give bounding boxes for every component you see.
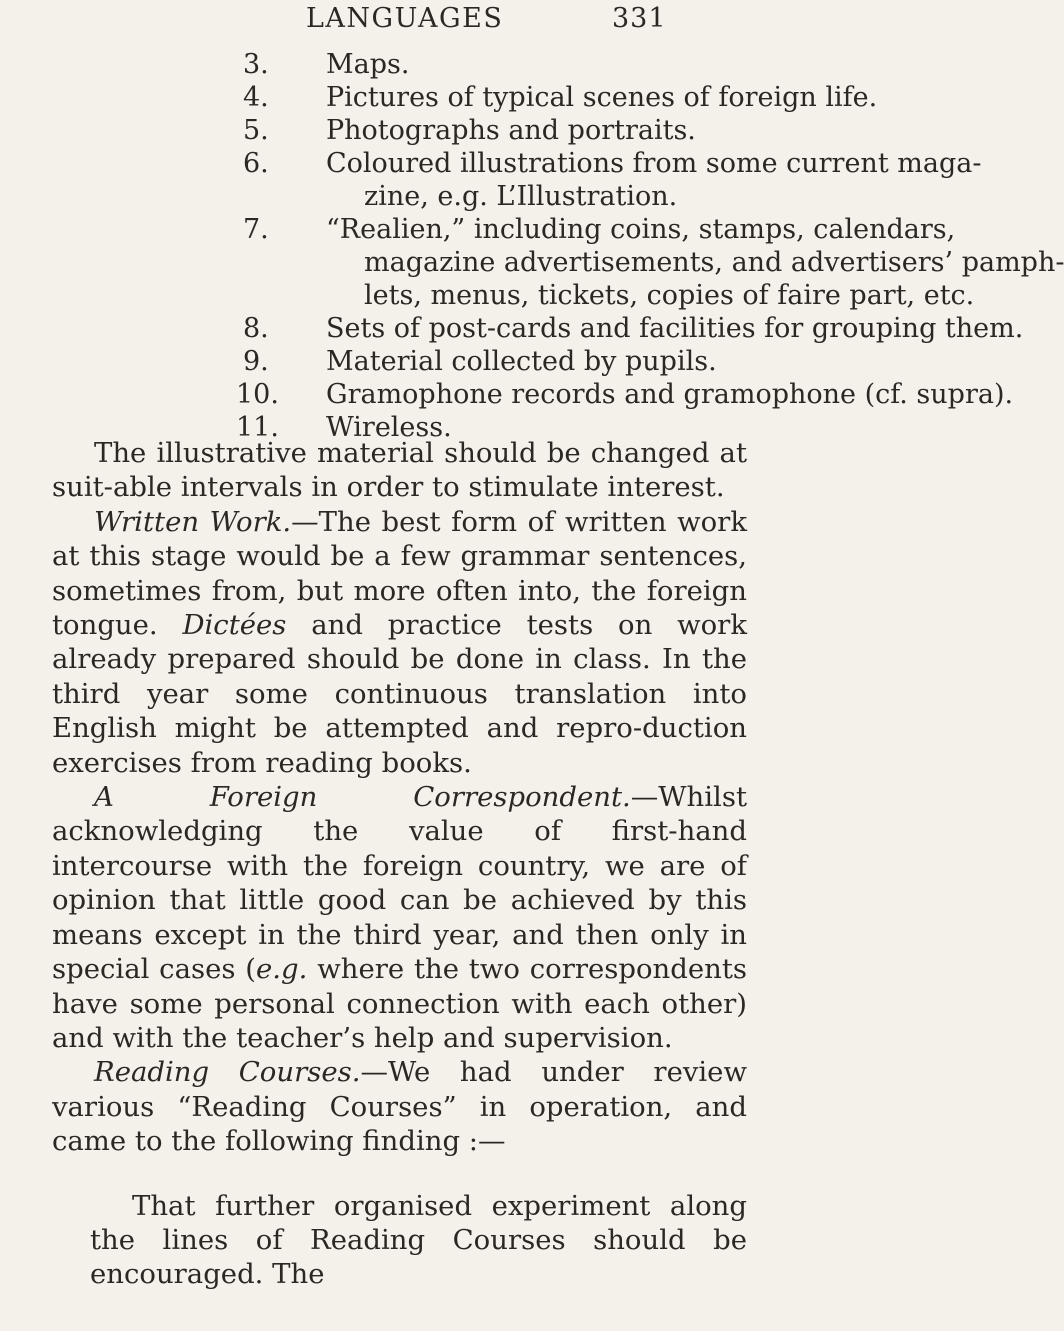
list-item-number: 10. (236, 379, 279, 410)
block-quote (52, 1189, 747, 1292)
list-item-number: 6. (243, 148, 269, 179)
list-item-text: Pictures of typical scenes of foreign life. (326, 82, 878, 113)
body-text (52, 436, 747, 1292)
paragraph-text: and practice tests on work already prepared should be done in class. In the third year some continuous translation into English might be attempted and repro-duction exercises from reading books. (52, 609, 747, 779)
list-item (0, 378, 1014, 411)
list-item-number: 9. (243, 346, 269, 377)
running-head: LANGUAGES (306, 3, 504, 34)
list-item-text: Material collected by pupils. (326, 346, 717, 377)
list-item (0, 345, 800, 378)
list-item-text: “Realien,” including coins, stamps, calendars, (326, 214, 956, 245)
list-item (0, 312, 1024, 345)
numbered-list (0, 48, 1064, 444)
list-item-text: Coloured illustrations from some current maga- (326, 148, 982, 179)
list-item-text: Photographs and portraits. (326, 115, 696, 146)
list-item-number: 8. (243, 313, 269, 344)
list-item-text: Maps. (326, 49, 410, 80)
italic-term: Dictées (182, 609, 287, 642)
list-item-text: zine, e.g. L’Illustration. (364, 181, 678, 212)
paragraph-text: The illustrative material should be changed at suit-able intervals in order to stimulate interest. (52, 437, 747, 504)
list-item-text: Wireless. (326, 412, 452, 443)
paragraph-text: where the two correspondents have some personal connection with each other) and with the teacher’s help and supervision. (52, 953, 747, 1054)
list-item (0, 48, 800, 81)
list-item-text: lets, menus, tickets, copies of faire part, etc. (364, 280, 975, 311)
list-item (0, 213, 956, 246)
paragraph (52, 1055, 747, 1158)
list-item-number: 3. (243, 49, 269, 80)
list-item-text: magazine advertisements, and advertisers’ pamph- (364, 247, 1064, 278)
paragraph (52, 436, 747, 505)
quote-text: That further organised experiment along the lines of Reading Courses should be encouraged. The (90, 1189, 747, 1291)
list-item-number: 4. (243, 82, 269, 113)
list-item-number: 11. (236, 412, 279, 443)
paragraph-text: —Whilst acknowledging the value of first-hand intercourse with the foreign country, we are of opinion that little good can be achieved by this means except in the third year, and then only in special cases ( (52, 781, 747, 986)
paragraph (52, 780, 747, 1055)
italic-term: e.g. (256, 953, 308, 986)
page-header (0, 0, 800, 52)
list-item-text: Sets of post-cards and facilities for grouping them. (326, 313, 1024, 344)
page-number: 331 (612, 3, 667, 34)
section-heading: Reading Courses. (94, 1056, 361, 1089)
list-item-number: 7. (243, 214, 269, 245)
paragraph (52, 505, 747, 780)
list-item (0, 81, 878, 114)
list-item-text: Gramophone records and gramophone (cf. supra). (326, 379, 1014, 410)
list-item-continuation (0, 180, 800, 213)
paragraph-text: —We had under review various “Reading Courses” in operation, and came to the following finding :— (52, 1056, 748, 1158)
list-item-number: 5. (243, 115, 269, 146)
list-item (0, 147, 982, 180)
section-heading: A Foreign Correspondent. (94, 781, 631, 814)
section-heading: Written Work. (94, 505, 292, 538)
list-item-continuation (0, 279, 975, 312)
paragraph-text: —The best form of written work at this stage would be a few grammar sentences, sometimes from, but more often into, the foreign tongue. (52, 505, 747, 642)
list-item (0, 114, 800, 147)
list-item-continuation (0, 246, 1064, 279)
